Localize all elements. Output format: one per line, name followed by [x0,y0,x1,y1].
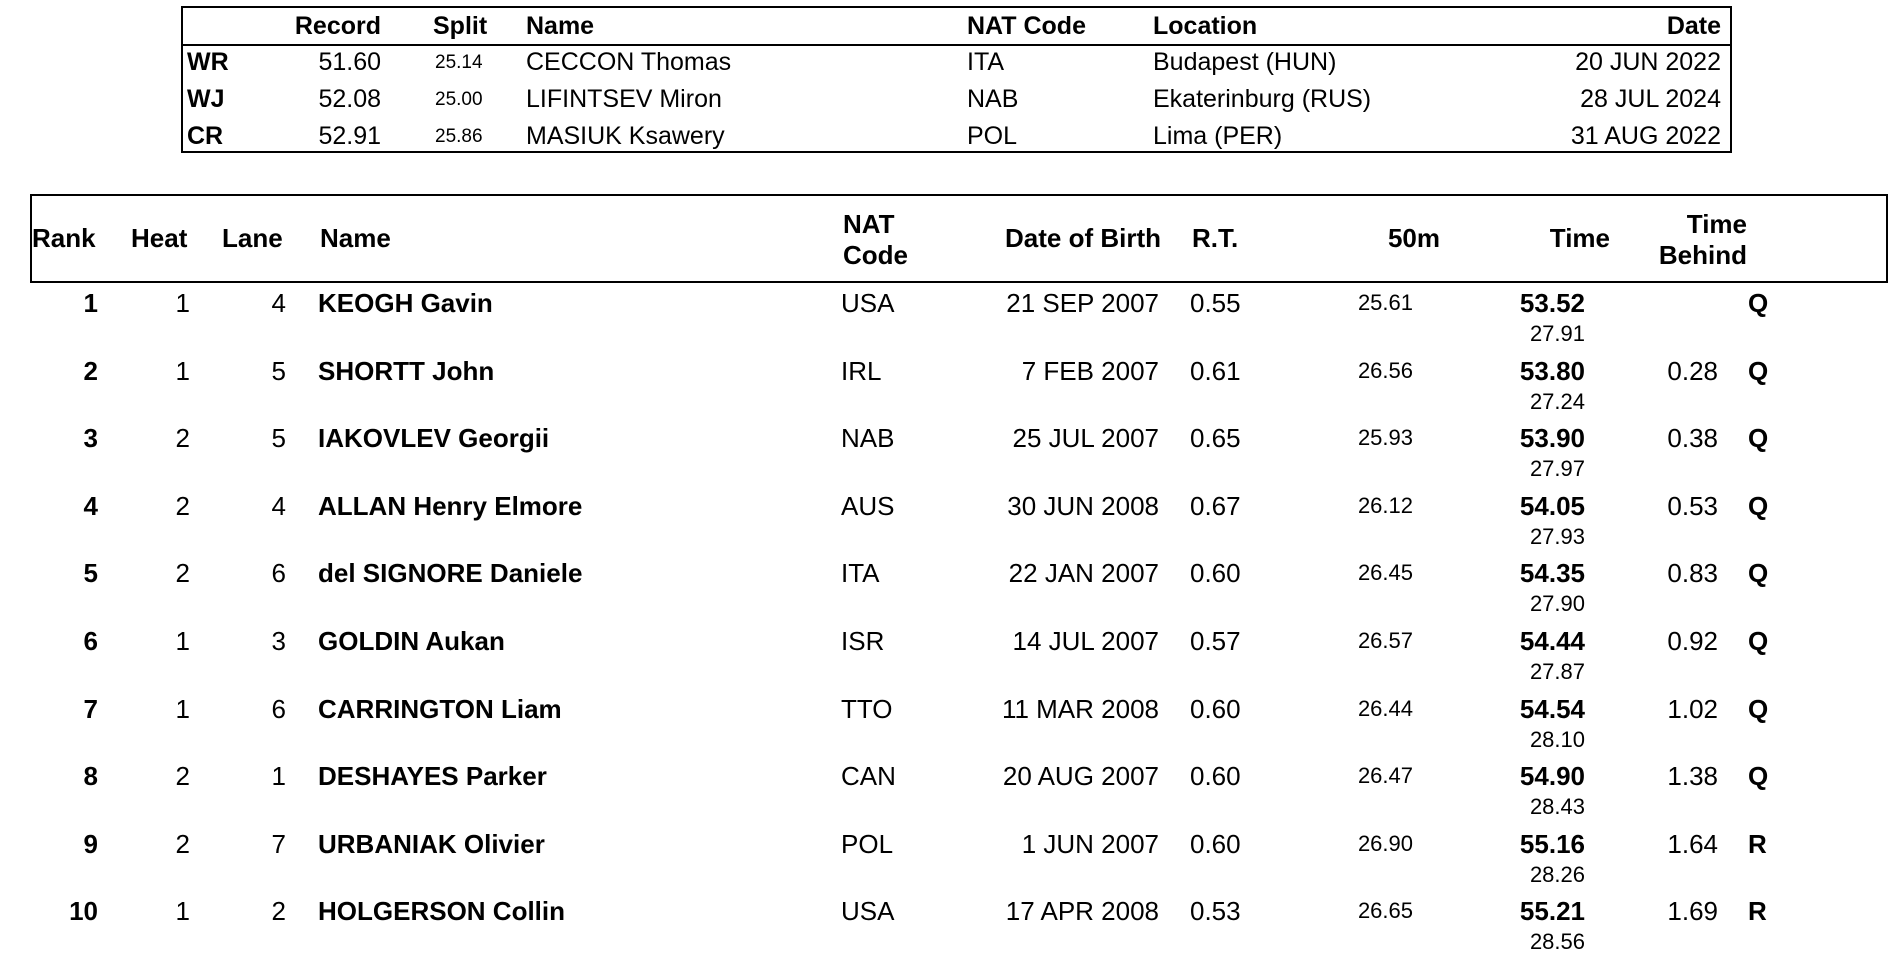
result-name: HOLGERSON Collin [318,896,565,927]
result-name: SHORTT John [318,355,495,386]
result-name: DESHAYES Parker [318,761,547,792]
result-rank: 4 [83,490,98,521]
result-time-behind: 0.92 [1667,626,1718,656]
result-heat: 2 [175,423,190,454]
result-heat: 1 [175,896,190,927]
results-header [30,194,1888,283]
result-heat: 2 [175,828,190,859]
result-rank: 5 [83,558,98,589]
result-nat: ITA [841,558,880,589]
header-time-behind-2: Behind [1658,240,1747,270]
result-second-split: 27.97 [1529,456,1585,482]
result-qualification: Q [1748,761,1769,792]
result-reaction-time: 0.61 [1190,355,1241,386]
result-time: 54.35 [1519,558,1585,589]
result-qualification: Q [1748,423,1769,454]
result-reaction-time: 0.65 [1190,423,1241,454]
result-time-behind: 1.38 [1667,761,1718,792]
result-nat: TTO [841,693,893,724]
result-lane: 4 [271,288,286,318]
result-qualification: R [1748,828,1767,859]
record-date: 20 JUN 2022 [1575,48,1721,76]
result-50m-split: 26.65 [1357,898,1413,924]
header-nat: NAT [843,209,895,239]
result-time: 55.16 [1519,828,1585,859]
result-50m-split: 26.90 [1357,830,1413,856]
result-rank: 7 [83,693,98,724]
result-heat: 1 [175,693,190,724]
result-nat: ISR [841,626,885,656]
result-reaction-time: 0.60 [1190,558,1241,589]
result-rank: 6 [83,626,98,656]
result-50m-split: 25.93 [1357,425,1413,451]
result-time-behind: 1.64 [1667,828,1718,859]
header-reaction-time: R.T. [1192,223,1239,253]
record-holder-name: CECCON Thomas [526,48,732,76]
result-nat: AUS [841,490,895,521]
result-50m-split: 26.12 [1357,492,1413,518]
result-date-of-birth: 17 APR 2008 [1005,896,1159,927]
record-date: 31 AUG 2022 [1570,122,1721,150]
record-location: Lima (PER) [1153,122,1283,150]
result-time: 54.05 [1519,490,1585,521]
records-table [181,6,1732,153]
result-lane: 7 [271,828,286,859]
result-time-behind: 0.38 [1667,423,1718,454]
result-nat: POL [841,828,894,859]
result-rank: 2 [83,355,98,386]
header-date-of-birth: Date of Birth [1005,223,1161,253]
header-time-behind-1: Time [1686,209,1747,239]
result-time: 54.54 [1519,693,1585,724]
result-qualification: Q [1748,693,1769,724]
result-50m-split: 26.45 [1357,560,1413,586]
result-rank: 3 [83,423,98,454]
result-heat: 2 [175,490,190,521]
result-time-behind: 1.02 [1667,693,1718,724]
record-split: 25.86 [435,126,483,147]
result-qualification: Q [1748,288,1769,318]
result-50m-split: 26.56 [1357,357,1413,383]
result-heat: 2 [175,761,190,792]
result-heat: 2 [175,558,190,589]
result-rank: 1 [83,288,98,318]
result-time: 53.80 [1519,355,1585,386]
result-reaction-time: 0.60 [1190,693,1241,724]
result-qualification: Q [1748,490,1769,521]
result-nat: USA [841,288,895,318]
result-reaction-time: 0.60 [1190,828,1241,859]
result-lane: 2 [271,896,286,927]
result-date-of-birth: 7 FEB 2007 [1021,355,1159,386]
result-date-of-birth: 11 MAR 2008 [1001,693,1159,724]
records-header-divider [183,44,1730,46]
result-name: CARRINGTON Liam [318,693,562,724]
record-nat: POL [967,122,1018,150]
record-location: Ekaterinburg (RUS) [1153,85,1372,113]
result-second-split: 27.93 [1529,523,1585,549]
result-date-of-birth: 21 SEP 2007 [1006,288,1159,318]
result-heat: 1 [175,355,190,386]
result-nat: USA [841,896,895,927]
record-holder-name: MASIUK Ksawery [526,122,725,150]
result-time: 55.21 [1519,896,1585,927]
header-heat: Heat [131,223,188,253]
result-heat: 1 [175,288,190,318]
result-second-split: 27.91 [1529,321,1585,346]
records-header-nat: NAT Code [967,12,1086,40]
records-header-record: Record [294,12,381,40]
result-nat: CAN [841,761,896,792]
result-second-split: 27.90 [1529,591,1585,617]
records-header-name: Name [526,12,595,40]
result-rank: 10 [69,896,98,927]
result-nat: NAB [841,423,895,454]
result-second-split: 28.10 [1529,726,1585,752]
result-date-of-birth: 20 AUG 2007 [1002,761,1159,792]
header-name: Name [320,223,391,253]
result-time: 54.44 [1519,626,1585,656]
result-time-behind: 0.53 [1667,490,1718,521]
result-reaction-time: 0.60 [1190,761,1241,792]
records-header-location: Location [1153,12,1258,40]
header-time: Time [1549,223,1610,253]
record-code: CR [187,122,224,150]
result-name: URBANIAK Olivier [318,828,545,859]
header-code: Code [843,240,908,270]
result-name: GOLDIN Aukan [318,626,505,656]
record-nat: ITA [967,48,1005,76]
result-second-split: 27.87 [1529,659,1585,684]
result-rank: 9 [83,828,98,859]
result-nat: IRL [841,355,882,386]
result-time: 54.90 [1519,761,1585,792]
result-heat: 1 [175,626,190,656]
result-lane: 1 [271,761,286,792]
result-second-split: 28.26 [1529,861,1585,887]
result-reaction-time: 0.55 [1190,288,1241,318]
record-code: WR [187,48,229,76]
result-lane: 6 [271,693,286,724]
result-qualification: R [1748,896,1767,927]
record-location: Budapest (HUN) [1153,48,1337,76]
result-rank: 8 [83,761,98,792]
result-lane: 5 [271,423,286,454]
result-second-split: 28.56 [1529,929,1585,955]
header-rank: Rank [32,223,96,253]
result-name: KEOGH Gavin [318,288,493,318]
record-nat: NAB [967,85,1019,113]
header-50m: 50m [1387,223,1440,253]
result-time-behind: 0.28 [1667,355,1718,386]
result-reaction-time: 0.57 [1190,626,1241,656]
result-lane: 3 [271,626,286,656]
record-time: 52.08 [318,85,381,113]
result-name: ALLAN Henry Elmore [318,490,583,521]
record-date: 28 JUL 2024 [1580,85,1721,113]
record-time: 51.60 [318,48,381,76]
record-code: WJ [187,85,225,113]
result-second-split: 28.43 [1529,794,1585,820]
result-name: del SIGNORE Daniele [318,558,583,589]
result-qualification: Q [1748,626,1769,656]
records-header-date: Date [1666,12,1721,40]
result-time: 53.90 [1519,423,1585,454]
result-time: 53.52 [1519,288,1585,318]
result-date-of-birth: 1 JUN 2007 [1021,828,1159,859]
result-reaction-time: 0.67 [1190,490,1241,521]
record-split: 25.14 [435,52,483,73]
result-50m-split: 26.57 [1357,628,1413,653]
result-name: IAKOVLEV Georgii [318,423,550,454]
result-date-of-birth: 25 JUL 2007 [1012,423,1159,454]
header-lane: Lane [222,223,283,253]
result-second-split: 27.24 [1529,388,1585,414]
record-time: 52.91 [318,122,381,150]
result-reaction-time: 0.53 [1190,896,1241,927]
result-qualification: Q [1748,558,1769,589]
result-time-behind: 0.83 [1667,558,1718,589]
record-split: 25.00 [435,89,483,110]
result-50m-split: 26.47 [1357,763,1413,789]
result-50m-split: 25.61 [1357,290,1413,315]
result-date-of-birth: 30 JUN 2008 [1007,490,1159,521]
result-lane: 5 [271,355,286,386]
record-holder-name: LIFINTSEV Miron [526,85,722,113]
result-qualification: Q [1748,355,1769,386]
result-date-of-birth: 14 JUL 2007 [1012,626,1159,656]
result-50m-split: 26.44 [1357,695,1413,721]
records-header-split: Split [433,12,488,40]
result-time-behind: 1.69 [1667,896,1718,927]
result-lane: 6 [271,558,286,589]
result-lane: 4 [271,490,286,521]
result-date-of-birth: 22 JAN 2007 [1008,558,1159,589]
